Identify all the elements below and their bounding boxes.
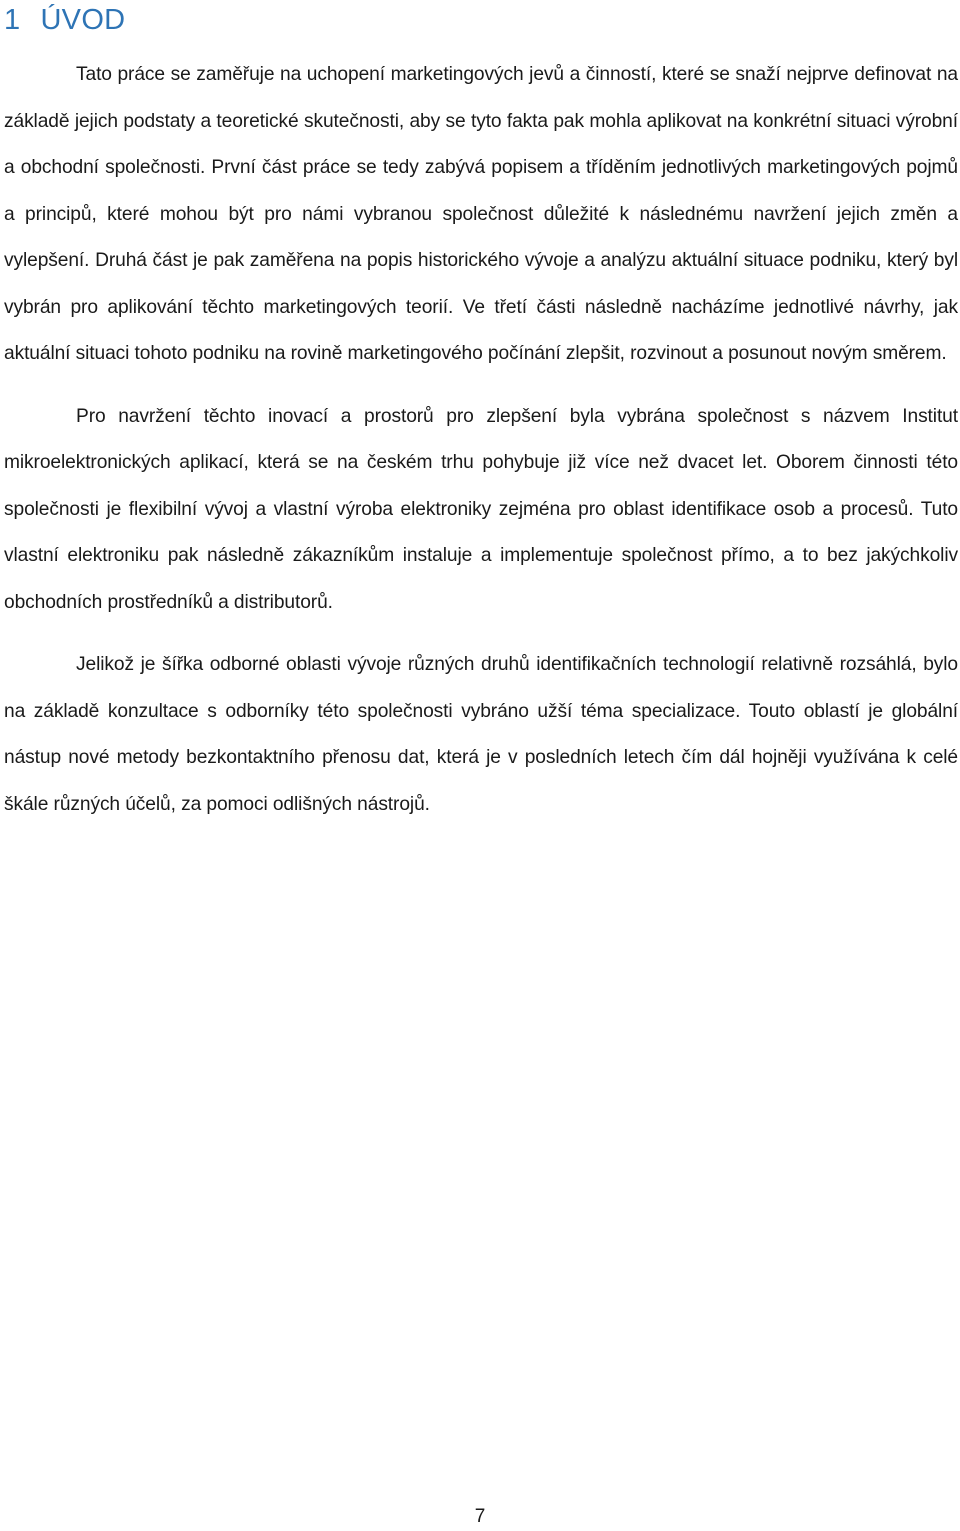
paragraph: Pro navržení těchto inovací a prostorů pro zlepšení byla vybrána společnost s názvem Institut mikroelektronických aplikací, která se na českém trhu pohybuje již více než dvacet let. Oborem činnosti této společnosti je flexibilní vývoj a vlastní výroba elektroniky zejména pro oblast identifikace osob a procesů. Tuto vlastní elektroniku pak následně zákazníkům instaluje a implementuje společnost přímo, a to bez jakýchkoliv obchodních prostředníků a distributorů. xyxy=(4,405,958,613)
paragraph: Tato práce se zaměřuje na uchopení marketingových jevů a činností, které se snaží nejprve definovat na základě jejich podstaty a teoretické skutečnosti, aby se tyto fakta pak mohla aplikovat na konkrétní situaci výrobní a obchodní společnosti. První část práce se tedy zabývá popisem a tříděním jednotlivých marketingových pojmů a principů, které mohou být pro námi vybranou společnost důležité k následnému navržení jejich změn a vylepšení. Druhá část je pak zaměřena na popis historického vývoje a analýzu aktuální situace podniku, který byl vybrán pro aplikování těchto marketingových teorií. Ve třetí části následně nacházíme jednotlivé návrhy, jak aktuální situaci tohoto podniku na rovině marketingového počínání zlepšit, rozvinout a posunout novým směrem. xyxy=(4,64,958,364)
section-heading xyxy=(4,0,125,40)
section-title: ÚVOD xyxy=(40,4,126,36)
body-text xyxy=(4,52,958,844)
section-number: 1 xyxy=(4,4,21,36)
page-number: 7 xyxy=(474,1506,486,1527)
paragraph: Jelikož je šířka odborné oblasti vývoje různých druhů identifikačních technologií relativně rozsáhlá, bylo na základě konzultace s odborníky této společnosti vybráno užší téma specializace. Touto oblastí je globální nástup nové metody bezkontaktního přenosu dat, která je v posledních letech čím dál hojněji využívána k celé škále různých účelů, za pomoci odlišných nástrojů. xyxy=(4,654,958,815)
